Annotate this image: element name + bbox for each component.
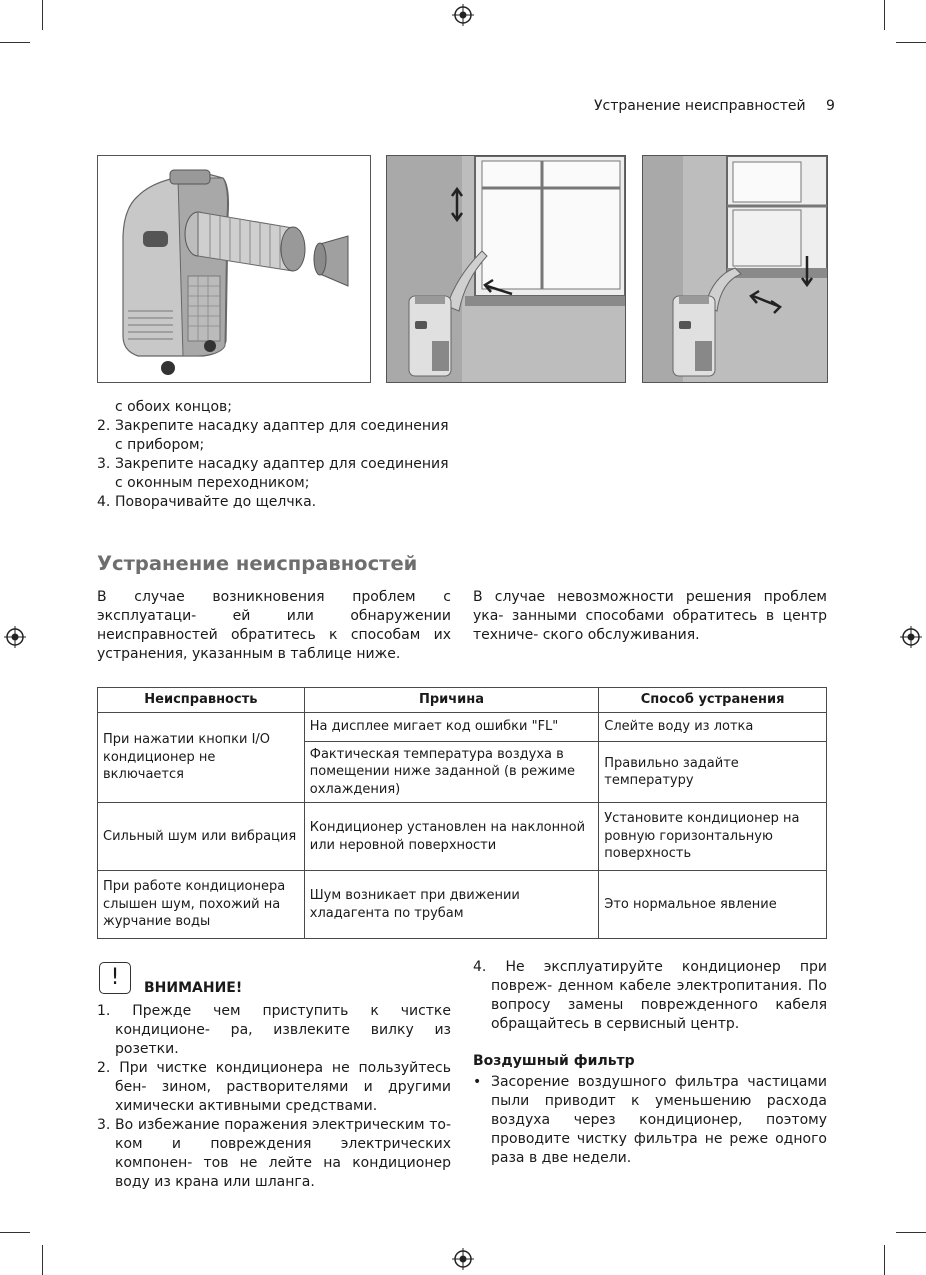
warning-list	[97, 1002, 451, 1192]
step-item: 3. Закрепите насадку адаптер для соединения	[97, 456, 449, 472]
intro-paragraph-right: В случае невозможности решения проблем ука- занными способами обратитесь в центр техниче- ского обслуживания.	[473, 589, 827, 643]
troubleshooting-table	[97, 687, 827, 939]
step-item: 4. Поворачивайте до щелчка.	[97, 494, 317, 510]
running-header-title: Устранение неисправностей	[594, 98, 806, 114]
registration-mark-icon	[452, 4, 474, 26]
table-cell-cause: Шум возникает при движении хладагента по трубам	[304, 871, 598, 939]
table-header: Неисправность	[98, 688, 305, 713]
table-cell-fault: Сильный шум или вибрация	[98, 803, 305, 871]
table-cell-fault: При работе кондиционера слышен шум, похожий на журчание воды	[98, 871, 305, 939]
table-cell-cause: Кондиционер установлен на наклонной или неровной поверхности	[304, 803, 598, 871]
step-continuation: с обоих концов;	[115, 399, 232, 415]
warning-list-continued	[473, 958, 827, 1034]
intro-paragraph-left: В случае возникновения проблем с эксплуатаци- ей или обнаружении неисправностей обратитесь к способам их устранения, указанным в таблице ниже.	[97, 589, 451, 662]
step-item-cont: с оконным переходником;	[115, 475, 310, 491]
step-item-cont: с прибором;	[115, 437, 205, 453]
table-header: Причина	[304, 688, 598, 713]
table-row	[98, 803, 827, 871]
registration-mark-icon	[900, 626, 922, 648]
warning-item: 3. Во избежание поражения электрическим то- ком и повреждения электрических компонен- тов не лейте на кондиционер воду из крана или шланга.	[97, 1117, 451, 1190]
table-cell-cause: Фактическая температура воздуха в помещении ниже заданной (в режиме охлаждения)	[304, 742, 598, 803]
table-cell-fault: При нажатии кнопки I/O кондиционер не включается	[98, 713, 305, 803]
air-filter-list	[473, 1073, 827, 1168]
registration-mark-icon	[4, 626, 26, 648]
crop-mark	[0, 42, 30, 43]
table-header: Способ устранения	[599, 688, 827, 713]
registration-mark-icon	[452, 1248, 474, 1270]
figure-unit-with-hose	[97, 155, 371, 383]
crop-mark	[42, 0, 43, 30]
warning-item: 2. При чистке кондиционера не пользуйтесь бен- зином, растворителями и другими химически активными средствами.	[97, 1060, 451, 1114]
installation-steps	[97, 398, 451, 512]
warning-item: 4. Не эксплуатируйте кондиционер при повреж- денном кабеле электропитания. По вопросу замены поврежденного кабеля обращайтесь в сервисный центр.	[473, 959, 827, 1032]
crop-mark	[884, 0, 885, 30]
table-cell-cause: На дисплее мигает код ошибки "FL"	[304, 713, 598, 742]
section-title: Устранение неисправностей	[97, 552, 418, 575]
page-number: 9	[826, 98, 835, 114]
list-item: • Засорение воздушного фильтра частицами пыли приводит к уменьшению расхода воздуха через кондиционер, поэтому проводите чистку фильтра не реже одного раза в две недели.	[473, 1074, 827, 1166]
crop-mark	[896, 1232, 926, 1233]
table-cell-fix: Это нормальное явление	[599, 871, 827, 939]
table-cell-fix: Слейте воду из лотка	[599, 713, 827, 742]
crop-mark	[884, 1245, 885, 1275]
table-header-row	[98, 688, 827, 713]
table-cell-fix: Правильно задайте температуру	[599, 742, 827, 803]
crop-mark	[42, 1245, 43, 1275]
crop-mark	[0, 1232, 30, 1233]
warning-item: 1. Прежде чем приступить к чистке кондиционе- ра, извлеките вилку из розетки.	[97, 1003, 451, 1057]
figure-sliding-window-install	[386, 155, 626, 383]
warning-icon: !	[99, 962, 131, 994]
table-row	[98, 713, 827, 742]
step-item: 2. Закрепите насадку адаптер для соединения	[97, 418, 449, 434]
table-cell-fix: Установите кондиционер на ровную горизонтальную поверхность	[599, 803, 827, 871]
figure-vertical-window-install	[642, 155, 828, 383]
table-row	[98, 871, 827, 939]
bullet-icon: •	[473, 1074, 482, 1090]
air-filter-title: Воздушный фильтр	[473, 1053, 635, 1069]
warning-title: ВНИМАНИЕ!	[144, 980, 243, 996]
crop-mark	[896, 42, 926, 43]
